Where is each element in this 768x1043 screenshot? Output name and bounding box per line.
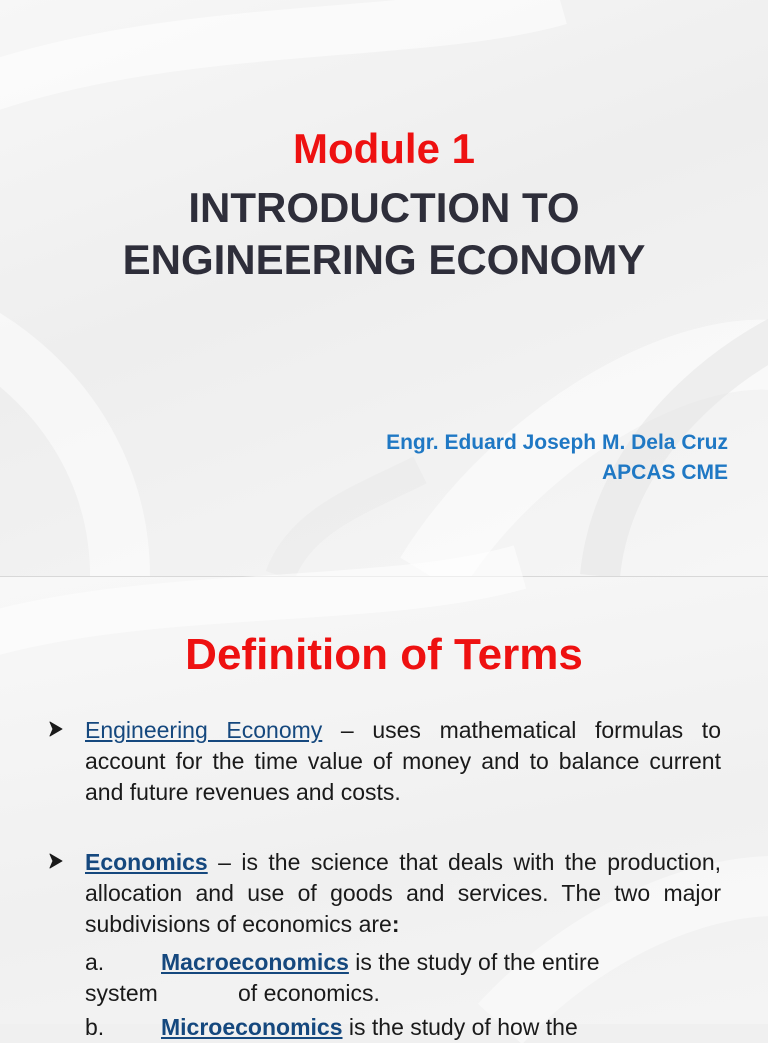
term-keyword-engineering-economy: Engineering Economy [85,717,323,743]
subdivision-letter: b. [85,1014,105,1040]
term-colon: : [391,911,400,937]
term-keyword-economics: Economics [85,849,208,875]
arrow-bullet-icon [46,851,66,871]
author-name: Engr. Eduard Joseph M. Dela Cruz [386,431,728,454]
subdivision-line-2-rest: of economics. [238,980,380,1006]
definitions-slide [0,577,768,1040]
subdivision-letter: a. [85,949,105,975]
term-definition-text: – is the science that deals with the production, allocation and use of goods and services. The two major subdivisions of economics are [85,849,721,937]
author-affiliation: APCAS CME [601,461,728,484]
slide-title-line-1: INTRODUCTION TO [188,184,580,231]
definition-economics [85,847,721,940]
subdivision-line-1 [161,1012,721,1043]
subdivision-text: is the study of how the [342,1014,578,1040]
subdivision-line-1 [161,947,721,978]
slide-title [0,182,768,286]
subdivision-macroeconomics [85,947,721,1009]
arrow-bullet-icon [46,719,66,739]
author-block [386,428,728,488]
definition-engineering-economy [85,715,721,808]
slide-title-line-2: ENGINEERING ECONOMY [122,236,646,283]
module-label: Module 1 [292,125,475,172]
term-keyword-microeconomics: Microeconomics [161,1014,343,1040]
term-keyword-macroeconomics: Macroeconomics [161,949,349,975]
subdivision-line-2-word: system [85,980,158,1006]
subdivision-microeconomics [85,1012,721,1043]
subdivision-text: is the study of the entire [348,949,600,975]
section-title: Definition of Terms [185,630,583,679]
term-definition-text: – uses mathematical formulas to account for the time value of money and to balance current and future revenues and costs. [85,717,721,805]
